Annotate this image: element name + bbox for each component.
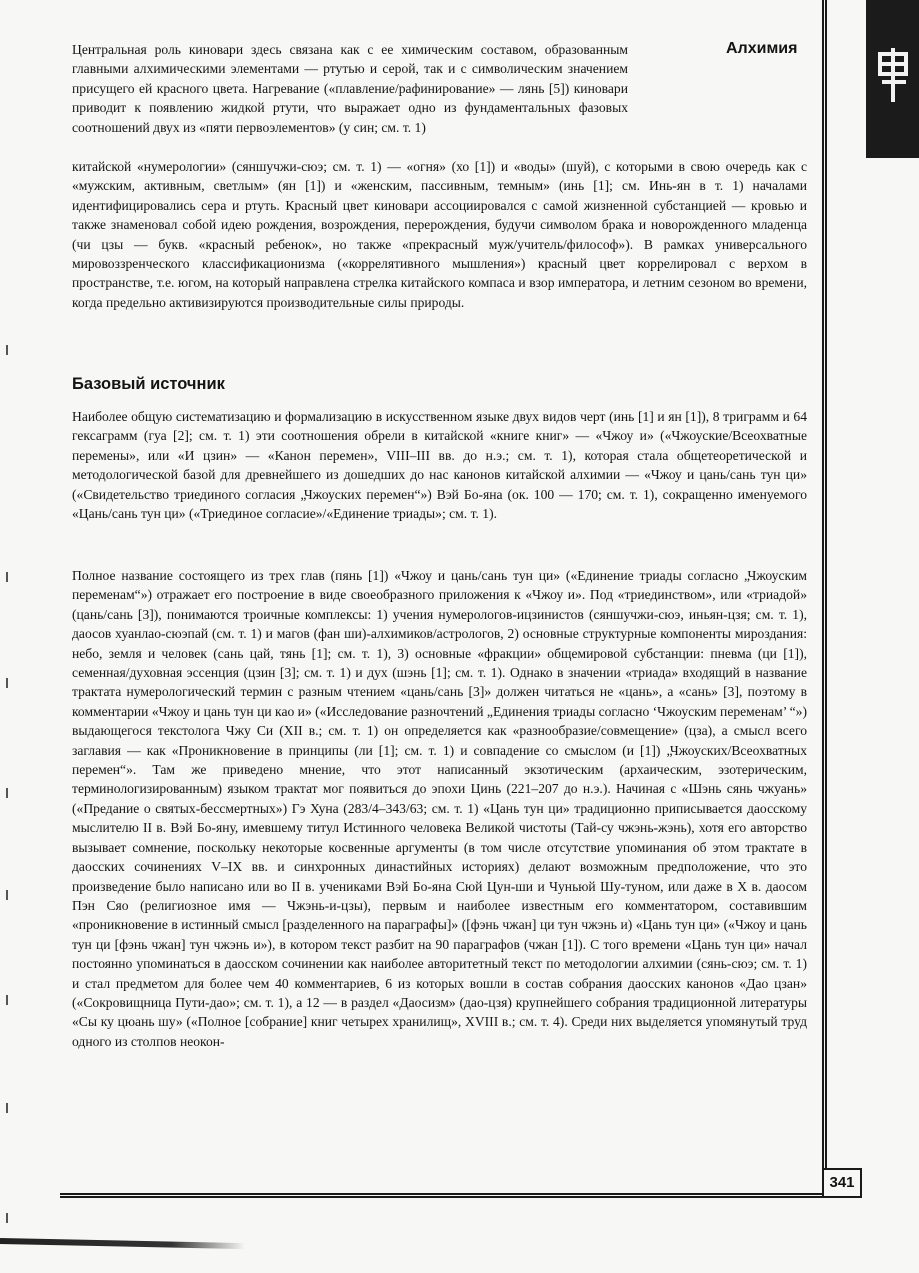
intro-paragraph-continuation: китайской «нумерологии» (сяншучжи-сюэ; см. т. 1) — «огня» (хо [1]) и «воды» (шуй), с которыми в свою очередь как с «мужским, активным, светлым» (ян [1]) и «женским, пассивным, темным» (инь [1]; см. Инь-ян в т. 1) началами идентифицировались сера и ртуть. Красный цвет киновари ассоциировался с самой жизненной субстанцией — кровью и также знаменовал собой идею рождения, возрождения, перерождения, будучи символом брака и новорожденного младенца (чи цзы — букв. «красный ребенок», но также «прекрасный муж/учитель/философ»). В рамках универсального мировоззренческого классификационизма («коррелятивного мышления») красный цвет коррелировал с верхом в пространстве, т.е. югом, на который направлена стрелка китайского компаса и взор императора, и летним сезоном во времени, когда предельно активизируются производительные силы природы. [72,159,807,310]
running-header-section: Алхимия [726,40,798,57]
frame-right-rule [822,0,827,1198]
binding-mark [6,1213,8,1223]
binding-mark [6,572,8,582]
scan-artifact-line [0,1238,245,1249]
binding-mark [6,788,8,798]
binding-mark [6,345,8,355]
binding-mark [6,995,8,1005]
frame-bottom-rule [60,1193,822,1198]
section-heading: Базовый источник [72,375,225,393]
body-paragraph-2: Полное название состоящего из трех глав (пянь [1]) «Чжоу и цань/сань тун ци» («Единение триады согласно „Чжоуским переменам“») отражает его построение в виде своеобразного приложения к «Чжоу и». Под «триединством», или «триадой» (цань/сань [3]), понимаются троичные комплексы: 1) учения нумерологов-ицзинистов (сяншучжи-сюэ, иньян-цзя; см. т. 1), даосов хуанлао-сюэпай (см. т. 1) и магов (фан ши)-алхимиков/астрологов, 2) основные структурные компоненты мироздания: небо, земля и человек (сань цай, тянь [1]; см. т. 1), 3) основные «фракции» общемировой субстанции: пневма (ци [1]), семенная/духовная эссенция (цзин [3]; см. т. 1) и дух (шэнь [1]; см. т. 1). Однако в значении «триада» входящий в название трактата нумерологический термин с разным чтением «цань/сань [3]» должен читаться не «цань», а «сань» [3], поэтому в комментарии «Чжоу и цань тун ци као и» («Исследование разночтений „Единения триады согласно ‘Чжоуским переменам’ “») выдающегося текстолога Чжу Си (XII в.; см. т. 1) он определяется как «разнообразие/совмещение» (цза), а смысл всего заглавия — как «Проникновение в принципы (ли [1]; см. т. 1) и совпадение со смыслом (и [1]) „Чжоуских/Всеохватных перемен“». Там же приведено мнение, что этот написанный экзотическим (архаическим, эзотерическим, терминологизированным) языком трактат мог появиться до эпохи Цинь (221–207 до н.э.). Начиная с «Шэнь сянь чжуань» («Предание о святых-бессмертных») Гэ Хуна (283/4–343/63; см. т. 1) «Цань тун ци» традиционно приписывается даосскому мыслителю II в. Вэй Бо-яну, имевшему титул Истинного человека Великой чистоты (Тай-су чжэнь-жэнь), хотя его авторство вызывает сомнение, поскольку некоторые косвенные аргументы (в том числе отсутствие упоминания об этом трактате в даосских сочинениях V–IX вв. и синхронных династийных историях) делают возможным предположение, что это произведение было написано или во II в. учениками Вэй Бо-яна Сюй Цун-ши и Чуньюй Шу-туном, или даже в X в. даосом Пэн Сяо (религиозное имя — Чжэнь-и-цзы), первым и наиболее известным его комментатором, составившим «проникновение в истинный смысл [разделенного на параграфы]» ([фэнь чжан] ци тун чжэнь и) «Цань тун ци» («Чжоу и цань тун ци [фэнь чжан] тун чжэнь и»), в котором текст разбит на 90 параграфов (чжан [1]). С того времени «Цань тун ци» начал постоянно упоминаться в даосском сочинении как наиболее авторитетный текст по методологии алхимии (сянь-сюэ; см. т. 1) и стал предметом для более чем 40 комментариев, 6 из которых вошли в состав собрания даосских канонов «Дао цзан» («Сокровищница Пути-дао»; см. т. 1), а 12 — в раздел «Даосизм» (дао-цзя) крупнейшего собрания традиционной литературы «Сы ку цюань шу» («Полное [собрание] книг четырех хранилищ», XVIII в.; см. т. 4). Среди них выделяется упомянутый труд одного из столпов неокон- [72,568,808,1049]
body-paragraph-1: Наиболее общую систематизацию и формализацию в искусственном языке двух видов черт (инь [1] и ян [1]), 8 триграмм и 64 гексаграмм (гуа [2]; см. т. 1) эти соотношения обрели в китайской «книге книг» — «Чжоу и» («Чжоуские/Всеохватные перемены», или «И цзин» — «Канон перемен», VIII–III вв. до н.э.; см. т. 1), которая стала общетеоретической и методологической базой для древнейшего из дошедших до нас канонов китайской алхимии — «Чжоу и цань/сань тун ци» («Свидетельство триединого согласия „Чжоуских перемен“») Вэй Бо-яна (ок. 100 — 170; см. т. 1), сокращенно именуемого «Цань/сань тун ци» («Триединое согласие»/«Единение триады»; см. т. 1). [72,409,807,522]
intro-paragraph: Центральная роль киновари здесь связана как с ее химическим составом, образованным главными алхимическими элементами — ртутью и серой, так и с символическим значением присущего ей красного цвета. Нагревание («плавление/рафинирование» — лянь [5]) киновари приводит к появлению жидкой ртути, что выражает одно из фундаментальных фазовых соотношений двух из «пяти первоэлементов» (у син; см. т. 1) [72,42,628,135]
chinese-character-icon [876,48,910,104]
binding-mark [6,1103,8,1113]
page-number: 341 [822,1168,862,1198]
binding-mark [6,890,8,900]
binding-mark [6,678,8,688]
